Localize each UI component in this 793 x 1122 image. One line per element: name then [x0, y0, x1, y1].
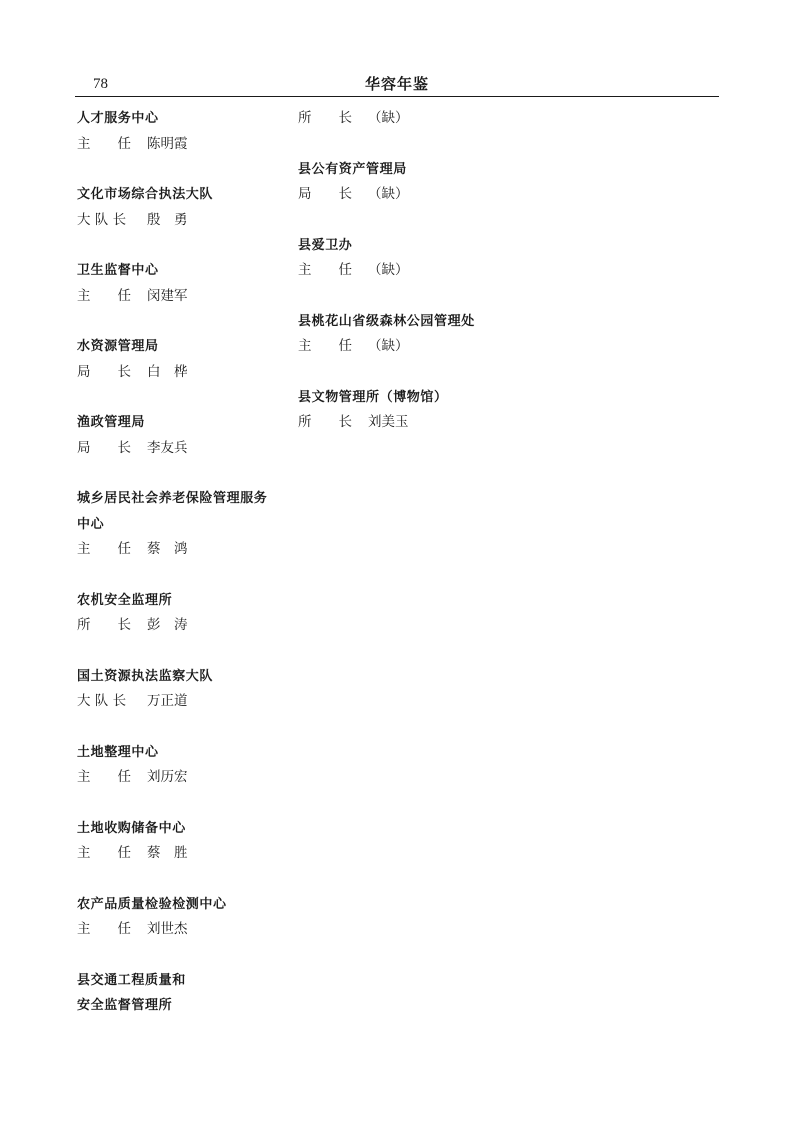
role-title: 局 长 [298, 186, 352, 202]
role-title: 主 任 [298, 262, 352, 278]
person-line [298, 258, 558, 284]
person-line [77, 689, 287, 715]
org-name: 县交通工程质量和 [77, 972, 186, 988]
role-title: 大 队 长 [77, 693, 127, 709]
org-name: 县爱卫办 [298, 237, 353, 253]
org-name: 土地整理中心 [77, 744, 159, 760]
person-line [77, 208, 287, 234]
role-title: 局 长 [77, 363, 131, 380]
org-entry [77, 968, 287, 1019]
person-line [298, 410, 558, 436]
org-entry [77, 664, 287, 715]
org-entry [77, 106, 287, 157]
person-line [77, 360, 287, 386]
org-name: 国土资源执法监察大队 [77, 668, 214, 684]
person-name: （缺） [368, 262, 409, 278]
role-title: 主 任 [77, 541, 131, 557]
org-name: 城乡居民社会养老保险管理服务 [77, 491, 268, 506]
org-name: 土地收购储备中心 [77, 820, 186, 836]
org-entry [77, 182, 287, 233]
org-name: 卫生监督中心 [77, 263, 159, 278]
org-entry [298, 233, 558, 284]
person-line [77, 132, 287, 158]
org-name: 人才服务中心 [77, 111, 159, 126]
org-entry [298, 106, 558, 132]
role-title: 主 任 [77, 921, 131, 937]
role-title: 所 长 [298, 414, 352, 430]
org-name: 文化市场综合执法大队 [77, 187, 214, 202]
person-line [298, 182, 558, 208]
org-name: 县桃花山省级森林公园管理处 [298, 313, 475, 329]
org-name: 县公有资产管理局 [298, 161, 407, 177]
person-line [77, 765, 287, 791]
org-name: 渔政管理局 [77, 415, 146, 430]
person-line [77, 841, 287, 867]
role-title: 主 任 [77, 135, 131, 152]
org-entry [298, 309, 558, 360]
page-header [75, 74, 719, 97]
role-title: 所 长 [298, 110, 352, 126]
role-title: 大 队 长 [77, 211, 127, 228]
org-entry [77, 892, 287, 943]
person-name: （缺） [368, 338, 409, 354]
person-name: 殷 勇 [147, 211, 188, 228]
org-entry [77, 334, 287, 385]
person-name: 蔡 胜 [147, 845, 188, 861]
person-name: 刘世杰 [147, 921, 188, 937]
role-title: 局 长 [77, 439, 131, 456]
right-column [298, 106, 558, 461]
person-name: 陈明霞 [147, 135, 188, 152]
org-entry [77, 410, 287, 461]
role-title: 主 任 [298, 338, 352, 354]
person-line [77, 613, 287, 639]
role-title: 所 长 [77, 617, 131, 633]
org-entry [77, 486, 287, 563]
person-name: （缺） [368, 110, 409, 126]
person-name: 彭 涛 [147, 617, 188, 633]
org-entry [298, 157, 558, 208]
role-title: 主 任 [77, 769, 131, 785]
org-name: 中心 [77, 516, 105, 532]
person-line [77, 537, 287, 563]
person-line [77, 284, 287, 310]
book-title: 华容年鉴 [364, 75, 429, 93]
person-name: 万正道 [147, 693, 188, 709]
person-name: （缺） [368, 186, 409, 202]
org-name: 农产品质量检验检测中心 [77, 896, 227, 912]
page-number: 78 [93, 76, 108, 92]
person-line [298, 106, 558, 132]
org-name: 农机安全监理所 [77, 592, 173, 608]
person-line [77, 436, 287, 462]
role-title: 主 任 [77, 845, 131, 861]
person-name: 李友兵 [147, 439, 188, 456]
org-entry [77, 740, 287, 791]
org-name: 县文物管理所（博物馆） [298, 389, 448, 405]
person-line [298, 334, 558, 360]
org-entry [77, 816, 287, 867]
org-entry [77, 588, 287, 639]
person-name: 闵建军 [147, 287, 188, 304]
org-entry [77, 258, 287, 309]
org-name: 水资源管理局 [77, 339, 159, 354]
role-title: 主 任 [77, 287, 131, 304]
org-entry [298, 385, 558, 436]
person-name: 白 桦 [147, 363, 188, 380]
org-name: 安全监督管理所 [77, 998, 173, 1013]
left-column [77, 106, 287, 1044]
person-name: 蔡 鸿 [147, 541, 188, 557]
person-line [77, 917, 287, 943]
person-name: 刘历宏 [147, 769, 188, 785]
person-name: 刘美玉 [368, 414, 409, 430]
